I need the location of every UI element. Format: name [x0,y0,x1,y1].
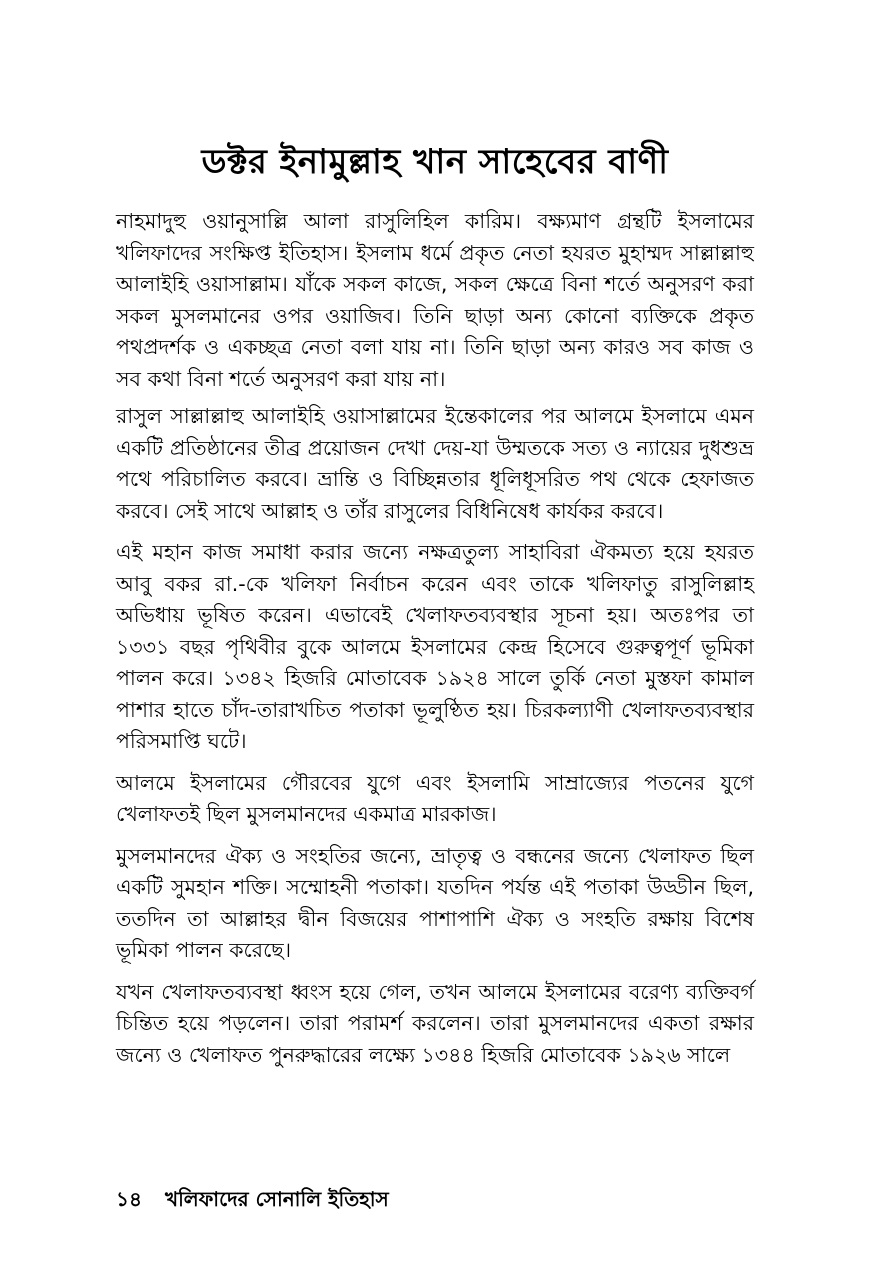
paragraph-5: মুসলমানদের ঐক্য ও সংহতির জন্যে, ভ্রাতৃত্ব ও বন্ধনের জন্যে খেলাফত ছিল একটি সুমহান শক্তি। সম্মোহনী পতাকা। যতদিন পর্যন্ত এই পতাকা উড্ডীন ছিল, ততদিন তা আল্লাহর দ্বীন বিজয়ের পাশাপাশি ঐক্য ও সংহতি রক্ষায় বিশেষ ভূমিকা পালন করেছে। [116,843,754,962]
page-title: ডক্টর ইনামুল্লাহ খান সাহেবের বাণী [201,142,669,182]
page-body [116,140,754,1081]
page-footer [116,1185,389,1213]
page-number: ১৪ [116,1187,142,1211]
paragraph-4: আলমে ইসলামের গৌরবের যুগে এবং ইসলামি সাম্রাজ্যের পতনের যুগে খেলাফতই ছিল মুসলমানদের একমাত্র মারকাজ। [116,770,754,826]
paragraph-1: নাহমাদুহু ওয়ানুসাল্লি আলা রাসুলিহিল কারিম। বক্ষ্যমাণ গ্রন্থটি ইসলামের খলিফাদের সংক্ষিপ্ত ইতিহাস। ইসলাম ধর্মে প্রকৃত নেতা হযরত মুহাম্মদ সাল্লাল্লাহু আলাইহি ওয়াসাল্লাম। যাঁকে সকল কাজে, সকল ক্ষেত্রে বিনা শর্তে অনুসরণ করা সকল মুসলমানের ওপর ওয়াজিব। তিনি ছাড়া অন্য কোনো ব্যক্তিকে প্রকৃত পথপ্রদর্শক ও একচ্ছত্র নেতা বলা যায় না। তিনি ছাড়া অন্য কারও সব কাজ ও সব কথা বিনা শর্তে অনুসরণ করা যায় না। [116,209,754,391]
running-title: খলিফাদের সোনালি ইতিহাস [164,1187,389,1211]
paragraph-2: রাসুল সাল্লাল্লাহু আলাইহি ওয়াসাল্লামের ইন্তেকালের পর আলমে ইসলামে এমন একটি প্রতিষ্ঠানের তীব্র প্রয়োজন দেখা দেয়-যা উম্মতকে সত্য ও ন্যায়ের দুধশুভ্র পথে পরিচালিত করবে। ভ্রান্তি ও বিচ্ছিন্নতার ধূলিধূসরিত পথ থেকে হেফাজত করবে। সেই সাথে আল্লাহ ও তাঁর রাসুলের বিধিনিষেধ কার্যকর করবে। [116,404,754,523]
paragraph-3: এই মহান কাজ সমাধা করার জন্যে নক্ষত্রতুল্য সাহাবিরা ঐকমত্য হয়ে হযরত আবু বকর রা.-কে খলিফা নির্বাচন করেন এবং তাকে খলিফাতু রাসুলিল্লাহ অভিধায় ভূষিত করেন। এভাবেই খেলাফতব্যবস্থার সূচনা হয়। অতঃপর তা ১৩৩১ বছর পৃথিবীর বুকে আলমে ইসলামের কেন্দ্র হিসেবে গুরুত্বপূর্ণ ভূমিকা পালন করে। ১৩৪২ হিজরি মোতাবেক ১৯২৪ সালে তুর্কি নেতা মুস্তফা কামাল পাশার হাতে চাঁদ-তারাখচিত পতাকা ভূলুণ্ঠিত হয়। চিরকল্যাণী খেলাফতব্যবস্থার পরিসমাপ্তি ঘটে। [116,540,754,753]
paragraph-6: যখন খেলাফতব্যবস্থা ধ্বংস হয়ে গেল, তখন আলমে ইসলামের বরেণ্য ব্যক্তিবর্গ চিন্তিত হয়ে পড়লেন। তারা পরামর্শ করলেন। তারা মুসলমানদের একতা রক্ষার জন্যে ও খেলাফত পুনরুদ্ধারের লক্ষ্যে ১৩৪৪ হিজরি মোতাবেক ১৯২৬ সালে [116,979,754,1067]
